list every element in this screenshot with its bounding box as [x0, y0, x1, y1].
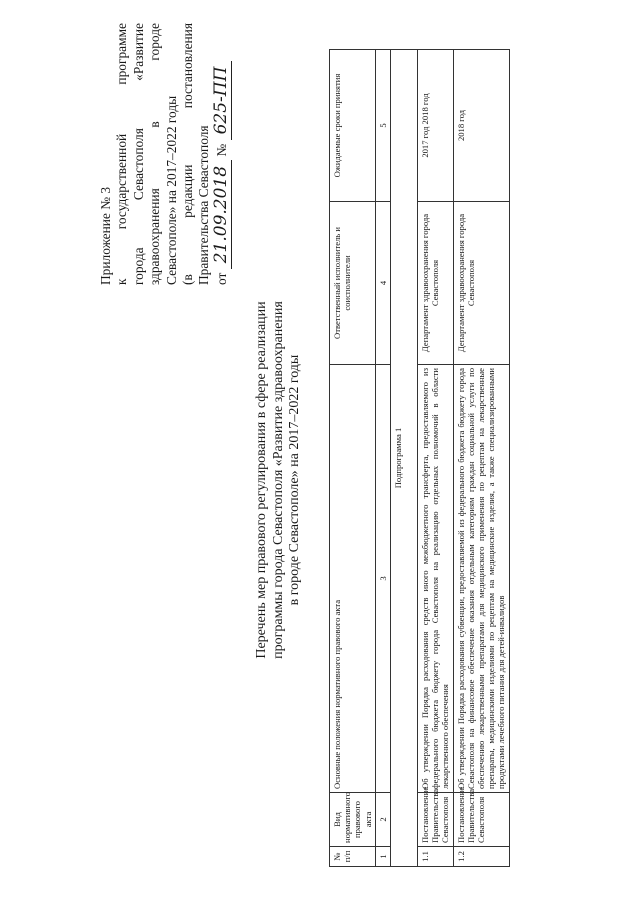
index-cell: 3 [375, 365, 390, 793]
subprogram-row [391, 50, 418, 867]
approval-line: здравоохранения в городе [147, 23, 163, 285]
index-cell: 4 [375, 202, 390, 365]
row-terms: 2018 год [453, 50, 509, 202]
approval-line: к государственной программе [114, 23, 130, 285]
row-num: 1.1 [418, 847, 454, 867]
subprogram-label: Подпрограмма 1 [391, 50, 418, 867]
row-terms: 2017 год 2018 год [418, 50, 454, 202]
handwritten-date: 21.09.2018 [211, 160, 232, 269]
measures-table [329, 49, 510, 867]
title-line: программы города Севастополя «Развитие здравоохранения [270, 301, 286, 659]
approval-line: Приложение № 3 [98, 186, 113, 285]
date-prefix: от [213, 272, 229, 285]
approval-line: города Севастополя «Развитие [130, 23, 146, 285]
row-num: 1.2 [453, 847, 509, 867]
header-type: Вид нормативного правового акта [330, 793, 376, 847]
table-row [418, 50, 454, 867]
header-row [330, 50, 376, 867]
row-provisions: Об утверждении Порядка расходования субвенции, предоставляемой из федерального бюджета бюджету города Севастополя на финансовое обеспечение оказания отдельным категориям граждан социальной услуги по обеспечению лекарственными препаратами для медицинского применения по рецептам на лекарственные препараты, медицинскими изделиями по рецептам на медицинские изделия, а также специализированными продуктами лечебного питания для детей-инвалидов [453, 365, 509, 793]
number-prefix: № [213, 143, 229, 157]
title-line: Перечень мер правового регулирования в сфере реализации [254, 301, 269, 659]
row-type: Постановление Правительства Севастополя [418, 793, 454, 847]
header-num: № п/п [330, 847, 376, 867]
header-executor: Ответственный исполнитель и соисполнители [330, 202, 376, 365]
index-cell: 5 [375, 50, 390, 202]
approval-block [98, 23, 230, 285]
title-line: в городе Севастополе» на 2017–2022 годы [287, 354, 302, 606]
index-cell: 2 [375, 793, 390, 847]
approval-date-line [210, 23, 231, 285]
index-row [375, 50, 390, 867]
row-executor: Департамент здравоохранения города Севастополя [453, 202, 509, 365]
document-title [254, 270, 304, 690]
row-executor: Департамент здравоохранения города Севастополя [418, 202, 454, 365]
approval-line: (в редакции постановления [180, 23, 196, 285]
index-cell: 1 [375, 847, 390, 867]
approval-line: Правительства Севастополя [196, 125, 212, 285]
row-type: Постановление Правительства Севастополя [453, 793, 509, 847]
row-provisions: Об утверждении Порядка расходования средств иного межбюджетного трансферта, предоставляемого из федерального бюджета бюджету города Севастополя на реализацию отдельных полномочий в области лекарственного обеспечения [418, 365, 454, 793]
approval-line: Севастополе» на 2017–2022 годы [163, 95, 179, 285]
header-provisions: Основные положения нормативного правового акта [330, 365, 376, 793]
header-terms: Ожидаемые сроки принятия [330, 50, 376, 202]
table-row [453, 50, 509, 867]
handwritten-number: 625-ПП [211, 61, 232, 141]
